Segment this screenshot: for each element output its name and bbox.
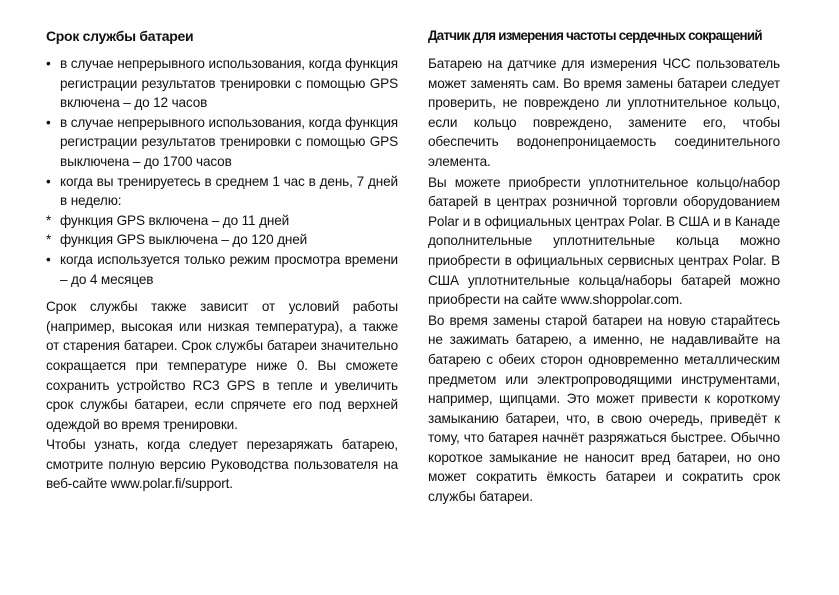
list-item: [46, 230, 398, 250]
list-item-text: когда вы тренируетесь в среднем 1 час в день, 7 дней в неделю:: [60, 173, 398, 209]
battery-replacement-paragraph: Батарею на датчике для измерения ЧСС пользователь может заменять сам. Во время замены батареи следует проверить, не повреждено ли уплотнительное кольцо, если кольцо повреждено, замените его, чтобы обеспечить водонепроницаемость соединительного элемента.: [428, 56, 780, 169]
list-item: [46, 113, 398, 172]
bullet-mark: •: [46, 251, 51, 267]
list-item-text: функция GPS выключена – до 120 дней: [60, 232, 308, 248]
list-item-text: когда используется только режим просмотра времени – до 4 месяцев: [60, 251, 398, 287]
list-item: [46, 250, 398, 289]
bullet-mark: •: [46, 114, 51, 130]
bullet-mark: •: [46, 56, 51, 71]
list-item: [46, 211, 398, 231]
recharge-info-paragraph: Чтобы узнать, когда следует перезаряжать батарею, смотрите полную версию Руководства пользователя на веб-сайте www.polar.fi/support.: [46, 437, 398, 492]
battery-life-heading: Срок службы батареи: [46, 28, 194, 44]
asterisk-mark: *: [46, 212, 52, 228]
asterisk-mark: *: [46, 232, 52, 248]
list-item-text: функция GPS включена – до 11 дней: [60, 212, 290, 228]
battery-life-list: [46, 54, 398, 289]
list-item-text: в случае непрерывного использования, когда функция регистрации результатов тренировки с помощью GPS включена – до 12 часов: [60, 56, 398, 111]
list-item: [46, 54, 398, 113]
list-item-text: в случае непрерывного использования, когда функция регистрации результатов тренировки с помощью GPS выключена – до 1700 часов: [60, 114, 398, 169]
replacement-warning-paragraph: Во время замены старой батареи на новую старайтесь не зажимать батарею, а именно, не надавливайте на батарею с обеих сторон одновременно металлическим предметом или электропроводящими инструментами, например, щипцами. Это может привести к короткому замыканию батареи, что, в свою очередь, приведёт к тому, что батарея начнёт разряжаться быстрее. Обычно короткое замыкание не наносит вред батареи, но оно может сократить ёмкость батареи и сократить срок службы батареи.: [428, 312, 780, 505]
heart-rate-sensor-column: [428, 26, 780, 507]
battery-conditions-paragraph: Срок службы также зависит от условий работы (например, высокая или низкая температура), а также от старения батареи. Срок службы батареи значительно сокращается при температуре ниже 0. Вы сможете сохранить устройство RC3 GPS в тепле и увеличить срок службы батареи, если спрячете его под верхней одеждой во время тренировки.: [46, 299, 398, 432]
list-item: [46, 172, 398, 211]
battery-life-column: [46, 26, 398, 494]
purchase-info-paragraph: Вы можете приобрести уплотнительное кольцо/набор батарей в центрах розничной торговли оборудованием Polar и в официальных центрах Polar. В США и в Канаде дополнительные уплотнительные кольца можно приобрести в официальных сервисных центрах Polar. В США уплотнительные кольца/наборы батарей можно приобрести на сайте www.shoppolar.com.: [428, 174, 780, 308]
bullet-mark: •: [46, 173, 51, 189]
heart-rate-sensor-heading: Датчик для измерения частоты сердечных сокращений: [428, 28, 762, 43]
